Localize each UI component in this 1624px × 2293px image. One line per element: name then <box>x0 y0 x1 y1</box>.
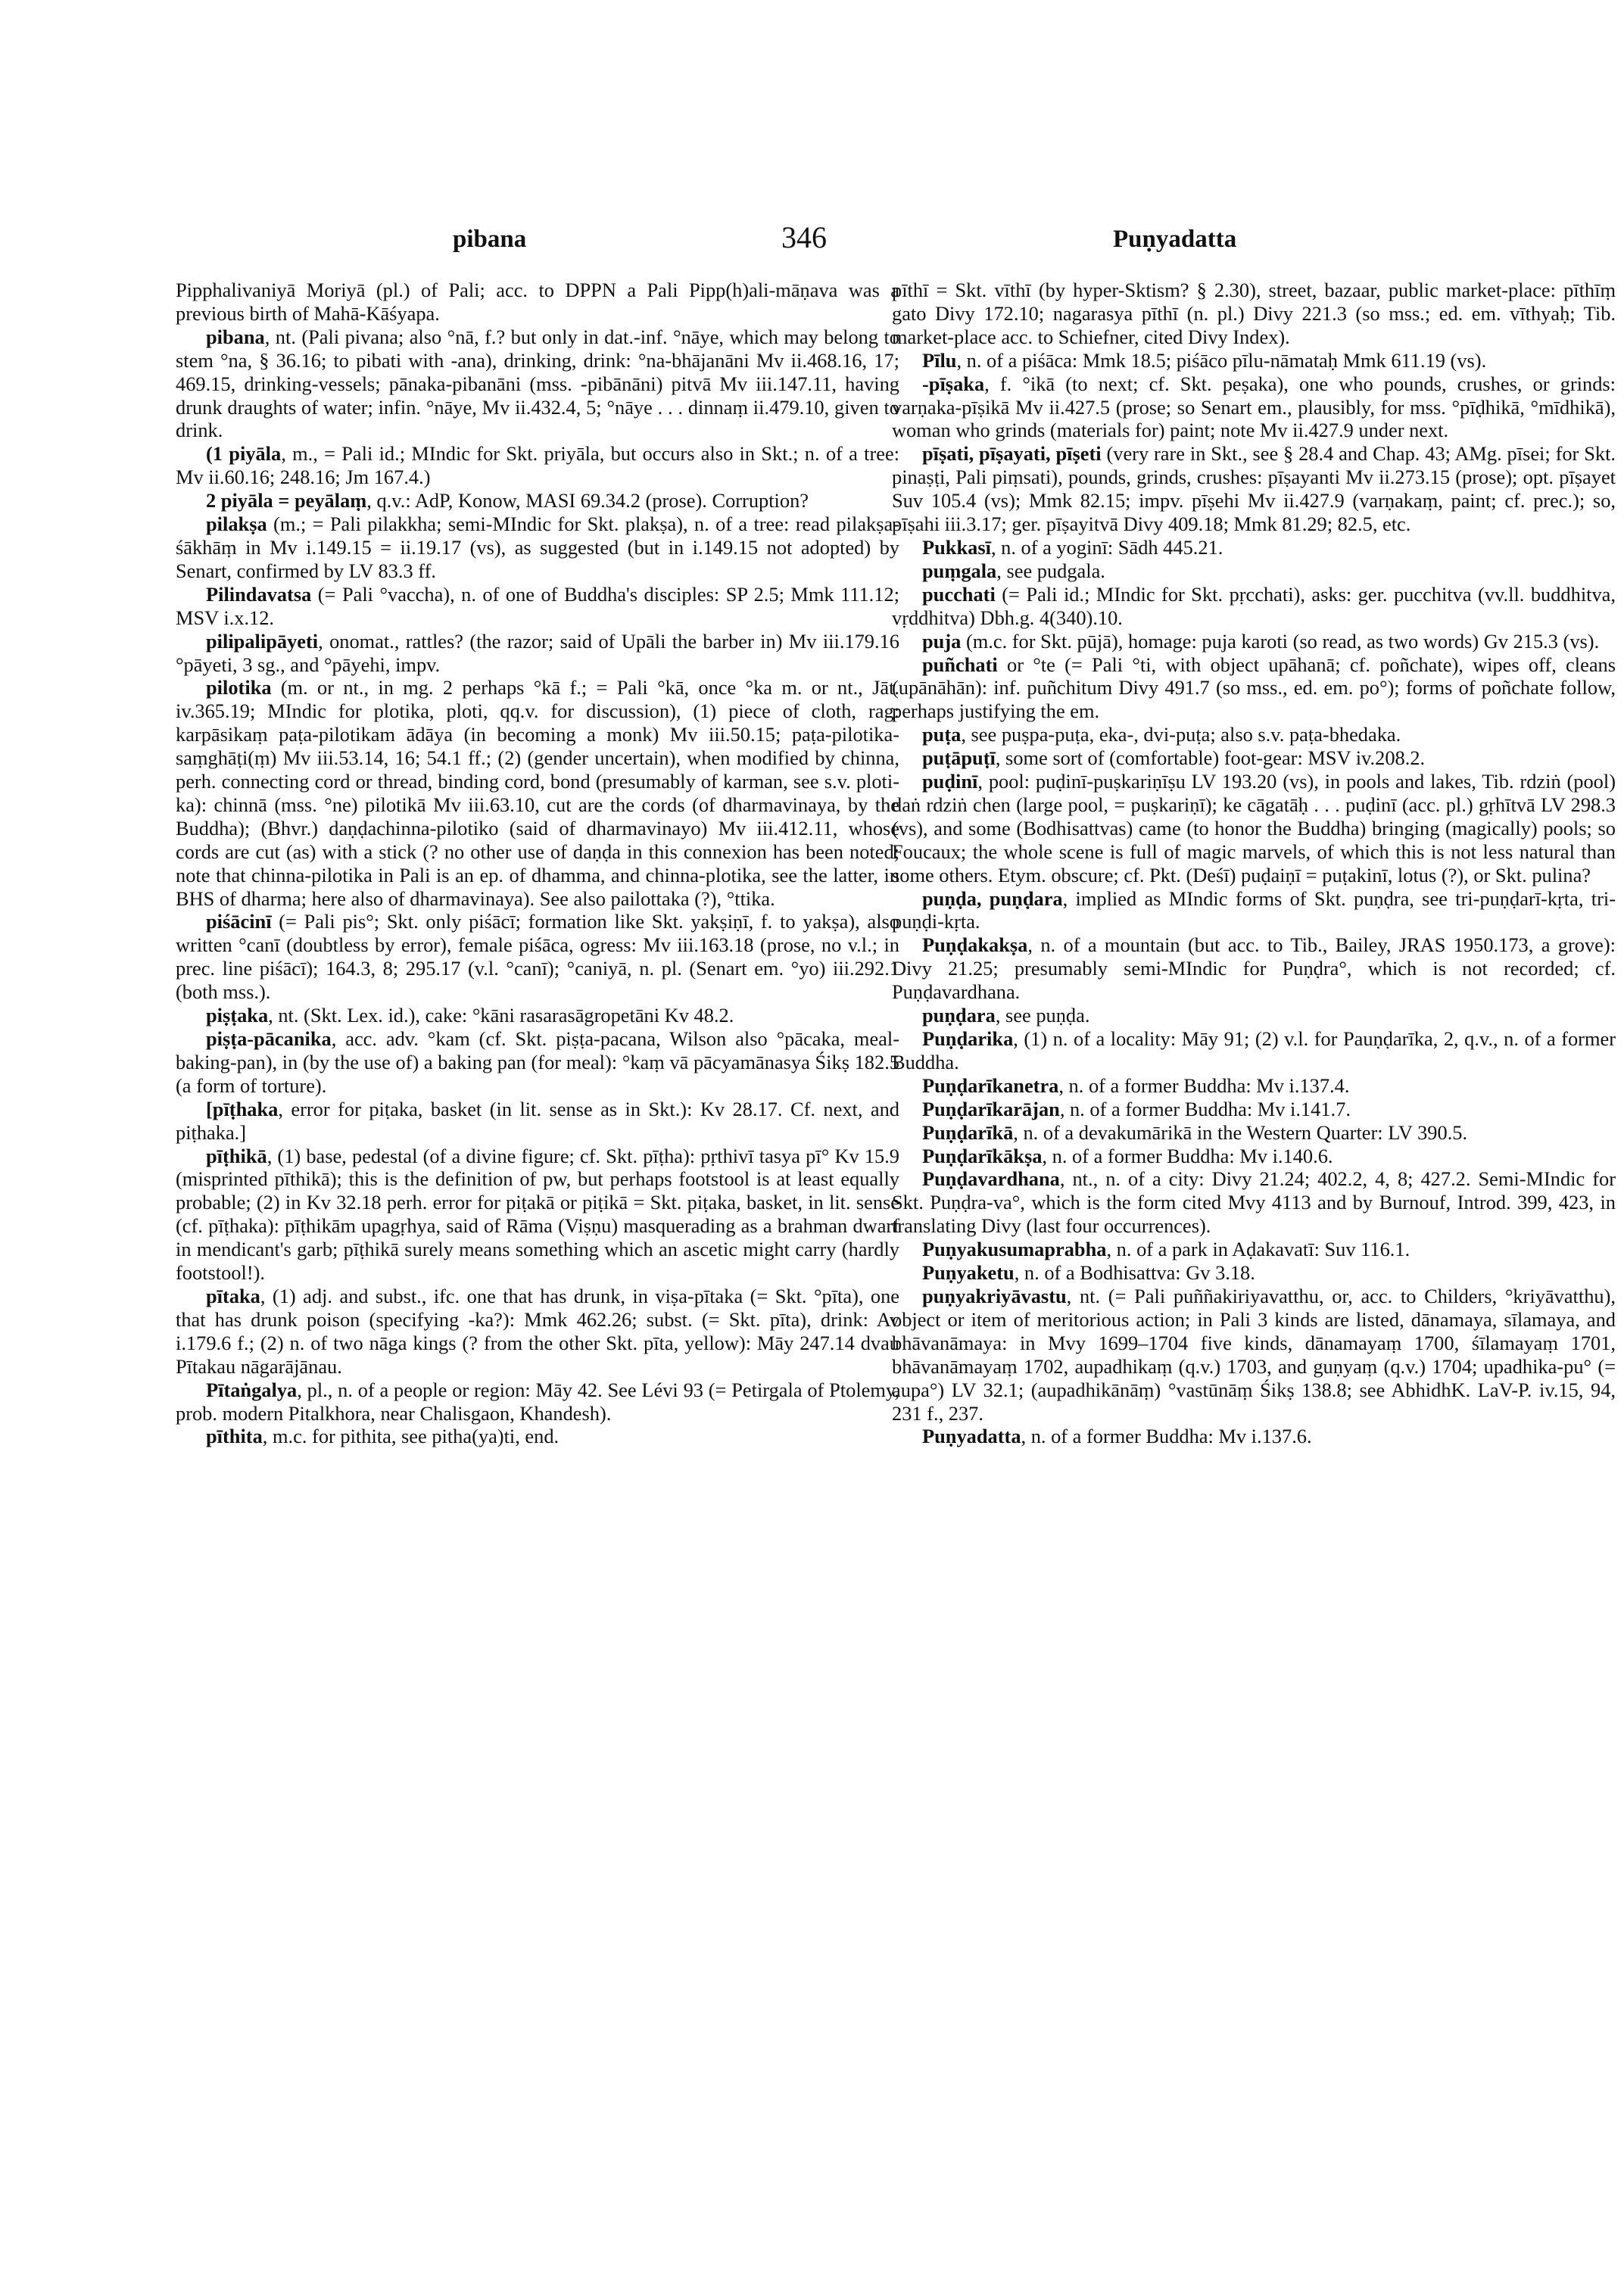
dictionary-entry <box>176 1004 899 1027</box>
entry-headword: puṇḍa, puṇḍara <box>922 886 1063 910</box>
left-column <box>176 279 899 1448</box>
entry-text: (= Pali pis°; Skt. only piśācī; formation like Skt. yakṣiṇī, f. to yakṣa), also written °canī (doubtless by error), female piśāca, ogress: Mv iii.163.18 (prose, no v.l.; in prec. line piśācī); 164.3, 8; 295.17 (v.l. °canī); °caniyā, n. pl. (Senart em. °yo) iii.292.1 (both mss.). <box>176 910 899 1004</box>
page-number: 346 <box>781 220 827 254</box>
entry-headword: (1 piyāla <box>206 442 282 466</box>
dictionary-entry <box>892 770 1616 887</box>
entry-headword: -pīṣaka <box>922 372 985 395</box>
entry-headword: Puṇḍarika <box>922 1027 1014 1050</box>
entry-headword: Puṇḍarīkarājan <box>922 1097 1060 1120</box>
entry-headword: 2 piyāla = peyālaṃ <box>206 489 367 512</box>
entry-headword: piṣṭa-pācanika <box>206 1027 332 1050</box>
entry-headword: pucchati <box>922 582 996 606</box>
dictionary-entry <box>892 1285 1616 1425</box>
dictionary-entry <box>176 442 899 489</box>
entry-text: , error for piṭaka, basket (in lit. sense as in Skt.): Kv 28.17. Cf. next, and piṭhaka.] <box>176 1097 899 1144</box>
entry-text: (= Pali id.; MIndic for Skt. pṛcchati), asks: ger. pucchitva (vv.ll. buddhitva, vṛddhitva) Dbh.g. 4(340).10. <box>892 582 1616 629</box>
right-column <box>892 279 1616 1448</box>
entry-headword: Puṇḍavardhana <box>922 1167 1060 1191</box>
dictionary-entry <box>892 653 1616 724</box>
dictionary-entry <box>176 630 899 677</box>
entry-text: , nt. (= Pali puññakiriyavatthu, or, acc. to Childers, °kriyāvatthu), object or item of meritorious action; in Pali 3 kinds are listed, dānamaya, sīlamaya, and bhāvanāmaya: in Mvy 1699–1704 five kinds, dānamayaṃ 1700, śīlamayaṃ 1701, bhāvanāmayaṃ 1702, aupadhikaṃ (q.v.) 1703, and guṇyaṃ (q.v.) 1704; upadhika-pu° (= aupa°) LV 32.1; (aupadhikānāṃ) °vastūnāṃ Śikṣ 138.8; see AbhidhK. LaV-P. iv.15, 94, 231 f., 237. <box>892 1284 1616 1425</box>
header-last-headword: Puṇyadatta <box>1113 226 1237 253</box>
entry-headword: Pīlu <box>922 348 957 372</box>
entry-text: , implied as MIndic forms of Skt. puṇḍra, see tri-puṇḍarī-kṛta, tri-puṇḍi-kṛta. <box>892 886 1616 933</box>
dictionary-entry <box>892 583 1616 630</box>
entry-text: , n. of a former Buddha: Mv i.137.4. <box>1058 1073 1350 1097</box>
entry-headword: Puṇḍarīkanetra <box>922 1073 1059 1097</box>
entry-text: , n. of a former Buddha: Mv i.137.6. <box>1021 1425 1312 1448</box>
entry-headword: puṇyakriyāvastu <box>922 1284 1067 1307</box>
entry-text: , nt. (Pali pivana; also °nā, f.? but only in dat.-inf. °nāye, which may belong to stem °na, § 36.16; to pibati with -ana), drinking, drink: °na-bhājanāni Mv ii.468.16, 17; 469.15, drinking-vessels; pānaka-pibanāni (mss. -pibānāni) pitvā Mv iii.147.11, having drunk draughts of water; infin. °nāye, Mv ii.432.4, 5; °nāye . . . dinnaṃ ii.479.10, given to drink. <box>176 325 899 442</box>
entry-headword: puṃgala <box>922 559 997 582</box>
dictionary-entry <box>892 1167 1616 1238</box>
dictionary-entry <box>892 1238 1616 1261</box>
dictionary-entry <box>176 1145 899 1285</box>
entry-text: , n. of a former Buddha: Mv i.141.7. <box>1059 1097 1351 1120</box>
dictionary-entry <box>892 887 1616 934</box>
dictionary-entry <box>176 1098 899 1145</box>
entry-text: , (1) n. of a locality: Māy 91; (2) v.l. for Pauṇḍarīka, 2, q.v., n. of a former Buddha. <box>892 1027 1616 1073</box>
dictionary-entry <box>892 723 1616 746</box>
entry-headword: piṣṭaka <box>206 1004 269 1027</box>
entry-text: , n. of a former Buddha: Mv i.140.6. <box>1042 1144 1333 1167</box>
entry-headword: pibana <box>206 325 265 348</box>
entry-text: , pool: puḍinī-puṣkariṇīṣu LV 193.20 (vs), in pools and lakes, Tib. rdziṅ (pool) daṅ rdziṅ chen (large pool, = puṣkariṇī); ke cāgatāḥ . . . puḍinī (acc. pl.) gṛhītvā LV 298.3 (vs), and some (Bodhisattvas) came (to honor the Buddha) bringing (magically) pools; so Foucaux; the whole scene is full of magic marvels, of which this is not less natural than some others. Etym. obscure; cf. Pkt. (Deśī) puḍaiṇī = puṭakinī, lotus (?), or Skt. pulina? <box>892 770 1616 886</box>
entry-text: , nt., n. of a city: Divy 21.24; 402.2, 4, 8; 427.2. Semi-MIndic for Skt. Puṇḍra-va°, which is the form cited Mvy 4113 and by Burnouf, Introd. 399, 423, in translating Divy (last four occurrences). <box>892 1167 1616 1238</box>
dictionary-entry <box>176 489 899 512</box>
entry-headword: Puṇyakusumaprabha <box>922 1238 1107 1261</box>
entry-headword: pilotika <box>206 676 272 699</box>
entry-text: , n. of a mountain (but acc. to Tib., Bailey, JRAS 1950.173, a grove): Divy 21.25; presumably semi-MIndic for Puṇḍra°, which is not recorded; cf. Puṇḍavardhana. <box>892 933 1616 1004</box>
entry-text: , pl., n. of a people or region: Māy 42. See Lévi 93 (= Petirgala of Ptolemy, prob. modern Pitalkhora, near Chalisgaon, Khandesh). <box>176 1378 899 1425</box>
entry-text: (very rare in Skt., see § 28.4 and Chap. 43; AMg. pīsei; for Skt. pinaṣṭi, Pali piṃsati), pounds, grinds, crushes: pīṣayanti Mv ii.273.15 (prose); opt. pīṣayet Suv 105.4 (vs); Mmk 82.15; impv. pīṣehi Mv ii.427.9 (varṇakaṃ, paint; cf. prec.); so, pīṣahi iii.3.17; ger. pīṣayitvā Divy 409.18; Mmk 81.29; 82.5, etc. <box>892 442 1616 536</box>
entry-text: , n. of a park in Aḍakavatī: Suv 116.1. <box>1106 1238 1410 1261</box>
dictionary-entry <box>892 1098 1616 1121</box>
dictionary-entry <box>892 536 1616 559</box>
entry-text: , m.c. for pithita, see pitha(ya)ti, end. <box>262 1425 560 1448</box>
entry-headword: Puṇyadatta <box>922 1425 1021 1448</box>
entry-headword: Pilindavatsa <box>206 582 312 606</box>
dictionary-entry <box>892 1074 1616 1098</box>
dictionary-entry <box>892 559 1616 583</box>
entry-headword: [pīṭhaka <box>206 1097 279 1120</box>
entry-text: , (1) adj. and subst., ifc. one that has drunk, in viṣa-pītaka (= Skt. °pīta), one that has drunk poison (specifying -ka?): Mmk 462.26; subst. (= Skt. pīta), drink: Av i.179.6 f.; (2) n. of two nāga kings (? from the other Skt. pīta, yellow): Māy 247.14 dvau Pītakau nāgarājānau. <box>176 1284 899 1378</box>
entry-headword: Pītaṅgalya <box>206 1378 298 1401</box>
entry-text: , (1) base, pedestal (of a divine figure; cf. Skt. pīṭha): pṛthivī tasya pī° Kv 15.9 (misprinted pīthikā); this is the definition of pw, but perhaps footstool is at least equally probable; (2) in Kv 32.18 perh. error for piṭakā or piṭikā = Skt. piṭaka, basket, in lit. sense (cf. pīṭhaka): pīṭhikām upagṛhya, said of Rāma (Viṣṇu) masquerading as a brahman dwarf in mendicant's garb; pīṭhikā surely means something which an ascetic might carry (hardly footstool!). <box>176 1144 899 1285</box>
entry-headword: Puṇḍarīkākṣa <box>922 1144 1043 1167</box>
entry-headword: pītaka <box>206 1284 260 1307</box>
dictionary-entry <box>176 279 899 326</box>
entry-headword: pilipalipāyeti <box>206 629 319 653</box>
entry-text: or °te (= Pali °ti, with object upāhanā; cf. poñchate), wipes off, cleans (upānāhān): inf. puñchitum Divy 491.7 (so mss., ed. em. po°); forms of poñchate follow, perhaps justifying the em. <box>892 653 1616 723</box>
dictionary-entry <box>892 349 1616 372</box>
entry-headword: puja <box>922 629 962 653</box>
entry-text: (m. or nt., in mg. 2 perhaps °kā f.; = Pali °kā, once °ka m. or nt., Jāt. iv.365.19; MIndic for plotika, ploti, qq.v. for discussion), (1) piece of cloth, rag: karpāsikaṃ paṭa-pilotikam ādāya (in becoming a monk) Mv iii.50.15; paṭa-pilotika-saṃghāṭi(ṃ) Mv iii.53.14, 16; 54.1 ff.; (2) (gender uncertain), when modified by chinna, perh. connecting cord or thread, binding cord, bond (presumably of karman, see s.v. ploti-ka): chinnā (mss. °ne) pilotikā Mv iii.63.10, cut are the cords (of dharmavinaya, by the Buddha); (Bhvr.) daṇḍachinna-pilotiko (said of dharmavinayo) Mv iii.412.11, whose cords are cut (as) with a stick (? no other use of daṇḍa in this connexion has been noted; note that chinna-pilotika in Pali is an ep. of dhamma, and chinna-plotika, see the latter, in BHS of dharma; here also of dharmavinaya). See also pailottaka (?), °ttika. <box>176 676 899 910</box>
entry-text: , q.v.: AdP, Konow, MASI 69.34.2 (prose). Corruption? <box>366 489 809 512</box>
entry-headword: Puṇḍakakṣa <box>922 933 1028 957</box>
entry-text: (m.c. for Skt. pūjā), homage: puja karoti (so read, as two words) Gv 215.3 (vs). <box>961 629 1600 653</box>
dictionary-entry <box>892 933 1616 1004</box>
dictionary-entry <box>176 1285 899 1379</box>
entry-text: , m., = Pali id.; MIndic for Skt. priyāla, but occurs also in Skt.; n. of a tree: Mv ii.60.16; 248.16; Jm 167.4.) <box>176 442 899 489</box>
entry-text: , see puṇḍa. <box>995 1004 1090 1027</box>
entry-headword: pīthita <box>206 1425 263 1448</box>
dictionary-entry <box>176 326 899 443</box>
entry-text: , see puṣpa-puṭa, eka-, dvi-puṭa; also s.v. paṭa-bhedaka. <box>961 723 1401 746</box>
entry-text: , n. of a Bodhisattva: Gv 3.18. <box>1014 1261 1255 1285</box>
entry-text: , acc. adv. °kam (cf. Skt. piṣṭa-pacana, Wilson also °pācaka, meal-baking-pan), in (by the use of) a baking pan (for meal): °kaṃ vā pācyamānasya Śikṣ 182.5 (a form of torture). <box>176 1027 899 1097</box>
dictionary-entry <box>892 372 1616 443</box>
dictionary-entry <box>892 1027 1616 1074</box>
entry-headword: puṇḍara <box>922 1004 996 1027</box>
dictionary-entry <box>176 512 899 583</box>
entry-headword: Puṇḍarīkā <box>922 1120 1014 1144</box>
dictionary-entry <box>892 746 1616 770</box>
entry-headword: pīṣati, pīṣayati, pīṣeti <box>922 442 1102 466</box>
entry-text: (m.; = Pali pilakkha; semi-MIndic for Skt. plakṣa), n. of a tree: read pilakṣa-śākhāṃ in Mv i.149.15 = ii.19.17 (vs), as suggested (but in i.149.15 not adopted) by Senart, confirmed by LV 83.3 ff. <box>176 512 899 582</box>
dictionary-entry <box>176 1027 899 1098</box>
dictionary-entry <box>176 910 899 1004</box>
entry-headword: Puṇyaketu <box>922 1261 1015 1285</box>
entry-text: (= Pali °vaccha), n. of one of Buddha's disciples: SP 2.5; Mmk 111.12; MSV i.x.12. <box>176 582 899 629</box>
dictionary-entry <box>892 630 1616 653</box>
dictionary-entry <box>176 583 899 630</box>
entry-text: , some sort of (comfortable) foot-gear: MSV iv.208.2. <box>995 746 1426 770</box>
header-first-headword: pibana <box>453 226 527 253</box>
dictionary-entry <box>892 1145 1616 1168</box>
entry-headword: puṭa <box>922 723 962 746</box>
dictionary-entry <box>892 1004 1616 1027</box>
entry-headword: pīṭhikā <box>206 1144 267 1167</box>
entry-headword: puḍinī <box>922 770 978 793</box>
entry-text: , f. °ikā (to next; cf. Skt. peṣaka), one who pounds, crushes, or grinds: varṇaka-pīṣikā Mv ii.427.5 (prose; so Senart em., plausibly, for mss. °pīḍhikā, °mīdhikā), woman who grinds (materials for) paint; note Mv ii.427.9 under next. <box>892 372 1616 442</box>
entry-headword: Pukkasī <box>922 535 991 559</box>
entry-headword: pilakṣa <box>206 512 267 536</box>
entry-text: Pipphalivaniyā Moriyā (pl.) of Pali; acc. to DPPN a Pali Pipp(h)ali-māṇava was a previous birth of Mahā-Kāśyapa. <box>176 279 899 325</box>
dictionary-entry <box>176 1425 899 1448</box>
dictionary-entry <box>176 676 899 910</box>
entry-text: , see pudgala. <box>996 559 1105 582</box>
entry-text: , onomat., rattles? (the razor; said of Upāli the barber in) Mv iii.179.16 °pāyeti, 3 sg., and °pāyehi, impv. <box>176 629 899 676</box>
entry-text: , n. of a piśāca: Mmk 18.5; piśāco pīlu-nāmataḥ Mmk 611.19 (vs). <box>956 348 1487 372</box>
entry-text: pīthī = Skt. vīthī (by hyper-Sktism? § 2.30), street, bazaar, public market-place: pīthīṃ gato Divy 172.10; nagarasya pīthī (n. pl.) Divy 221.3 (so mss.; ed. em. vīthyaḥ; Tib. market-place acc. to Schiefner, cited Divy Index). <box>892 279 1616 348</box>
entry-text: , n. of a devakumārikā in the Western Quarter: LV 390.5. <box>1013 1120 1468 1144</box>
entry-headword: piśācinī <box>206 910 272 933</box>
dictionary-entry <box>892 1425 1616 1448</box>
dictionary-entry <box>176 1379 899 1425</box>
running-header <box>0 220 1624 265</box>
entry-headword: puṭāpuṭī <box>922 746 996 770</box>
dictionary-entry <box>892 442 1616 536</box>
dictionary-entry <box>892 1121 1616 1145</box>
entry-text: , n. of a yoginī: Sādh 445.21. <box>990 535 1223 559</box>
dictionary-entry <box>892 1261 1616 1285</box>
entry-headword: puñchati <box>922 653 998 676</box>
entry-text: , nt. (Skt. Lex. id.), cake: °kāni rasarasāgropetāni Kv 48.2. <box>268 1004 734 1027</box>
dictionary-entry <box>892 279 1616 349</box>
